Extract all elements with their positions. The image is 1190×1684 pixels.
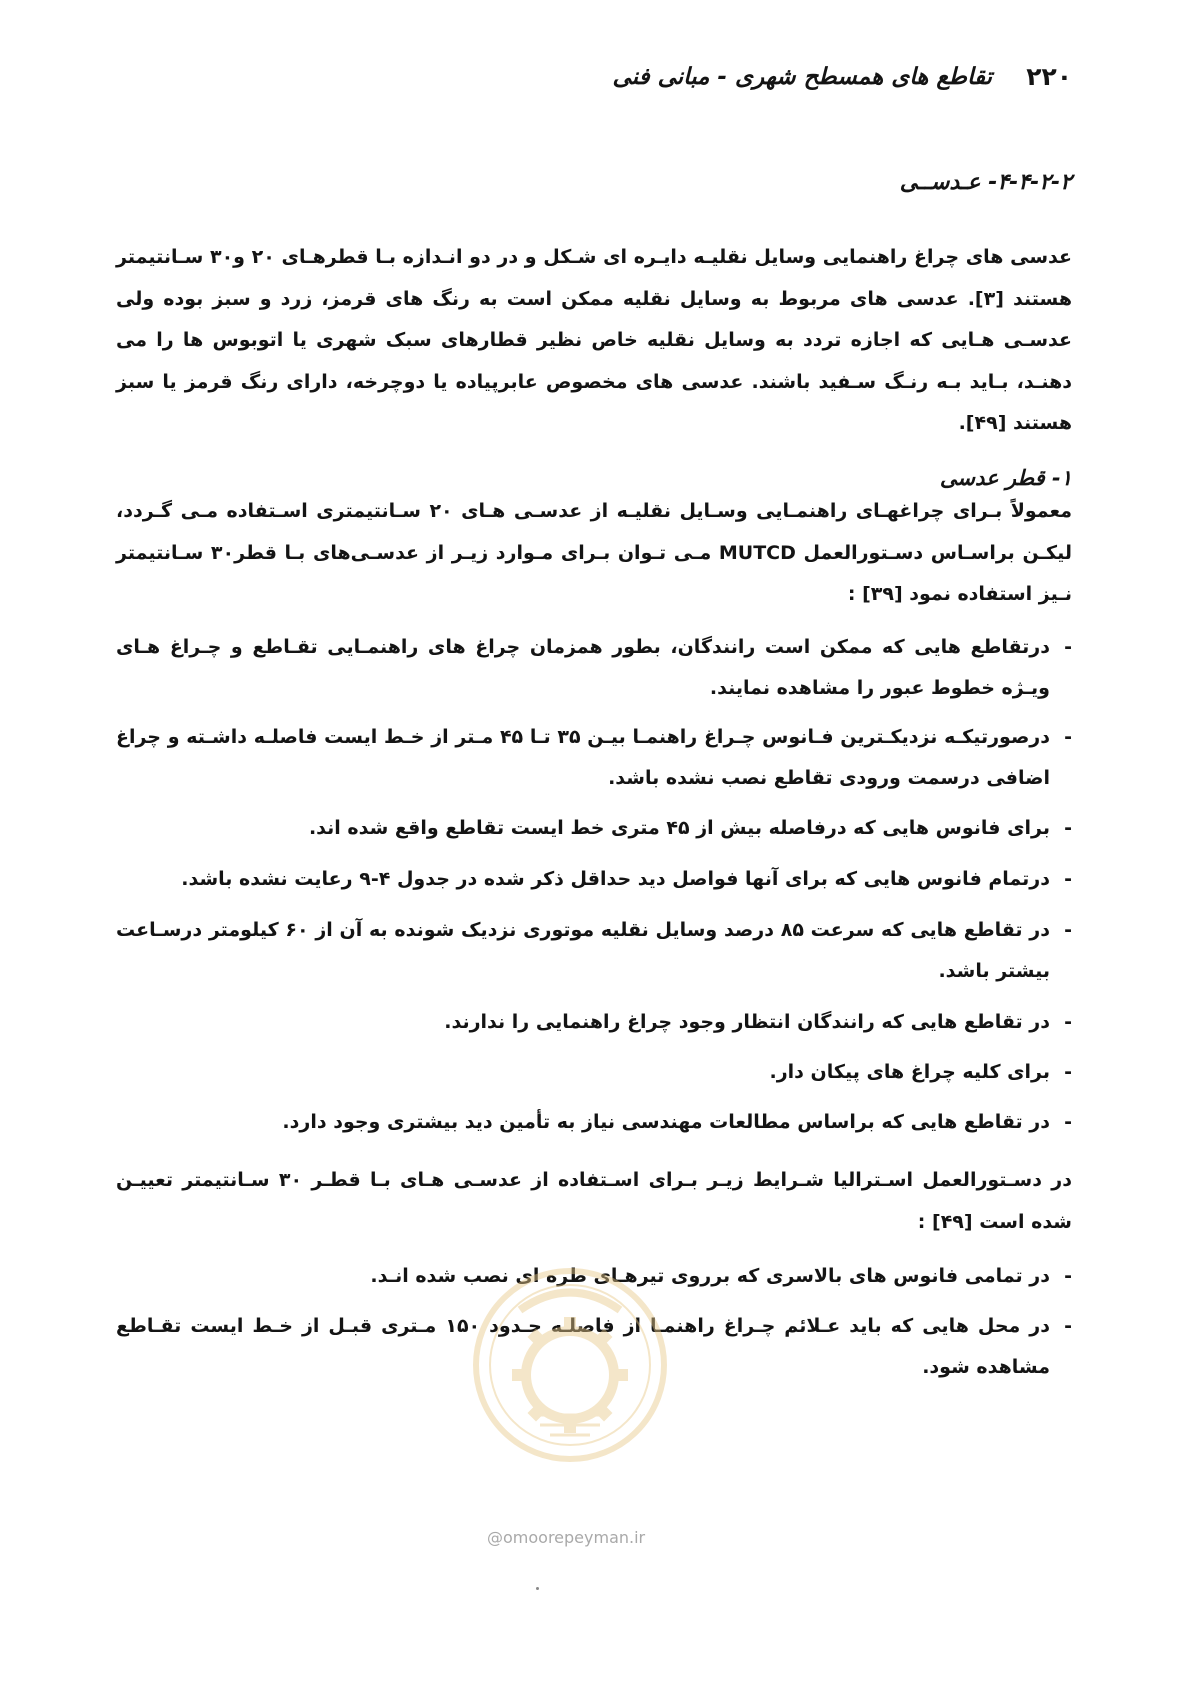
intro-paragraph: عدسی های چراغ راهنمایی وسایل نقلیـه دایـره ای شـکل و در دو انـدازه بـا قطرهـای ۲۰ و۳۰ سـانتیمتر هستند [۳]. عدسی های مربوط به وسایل نقلیه ممکن است به رنگ های قرمز، زرد و سبز بوده ولی عدسـی هـایی که اجازه تردد به وسایل نقلیه خاص نظیر قطارهای سبک شهری یا اتوبوس ها را می دهنـد، بـاید بـه رنـگ سـفید باشند. عدسی های مخصوص عابرپیاده یا دوچرخه، دارای رنگ قرمز یا سبز هستند [۴۹]. bbox=[116, 246, 1073, 434]
list-item: - در تقاطع هایی که رانندگان انتظار وجود چراغ راهنمایی را ندارند. bbox=[444, 1011, 1072, 1033]
list-item: - در تقاطع هایی که براساس مطالعات مهندسی نیاز به تأمین دید بیشتری وجود دارد. bbox=[282, 1111, 1072, 1133]
list-item: - درتمام فانوس هایی که برای آنها فواصل دید حداقل ذکر شده در جدول ۴-۹ رعایت نشده باشد. bbox=[181, 868, 1072, 890]
list-item: - درتقاطع هایی که ممکن است رانندگان، بطور همزمان چراغ های راهنمـایی تقـاطع و چـراغ هـای ویـژه خطوط عبور را مشاهده نمایند. bbox=[116, 636, 1072, 699]
section-heading: ۴-۴-۲-۲- عـدســی bbox=[899, 170, 1072, 195]
page-header bbox=[110, 62, 1072, 102]
list-item: - در تقاطع هایی که سرعت ۸۵ درصد وسایل نقلیه موتوری نزدیک شونده به آن از ۶۰ کیلومتر درسـاعت بیشتر باشد. bbox=[116, 919, 1072, 982]
list-item: - در محل هایی که باید عـلائم چـراغ راهنمـا از فاصلـه حـدود ۱۵۰ مـتری قبـل از خـط ایست تقـاطع مشاهده شود. bbox=[116, 1315, 1072, 1378]
paragraph-mutcd: معمولاً بـرای چراغهـای راهنمـایی وسـایل نقلیـه از عدسـی هـای ۲۰ سـانتیمتری اسـتفاده مـی گـردد، لیکـن براسـاس دسـتورالعمل MUTCD مـی تـوان بـرای مـوارد زیـر از عدسـی‌های بـا قطر۳۰ سـانتیمتر نـیز استفاده نمود [۳۹] : bbox=[116, 500, 1072, 605]
subheading-lens-diameter: ۱- قطر عدسی bbox=[939, 466, 1072, 490]
list-item: - درصورتیکـه نزدیکـترین فـانوس چـراغ راهنمـا بیـن ۳۵ تـا ۴۵ مـتر از خـط ایست فاصلـه داشـته و چراغ اضافی درسمت ورودی تقاطع نصب نشده باشد. bbox=[116, 726, 1072, 789]
watermark-logo bbox=[470, 1265, 670, 1465]
list-item: - برای فانوس هایی که درفاصله بیش از ۴۵ متری خط ایست تقاطع واقع شده اند. bbox=[308, 817, 1072, 839]
running-title: تقاطع های همسطح شهری - مبانی فنی bbox=[612, 64, 992, 90]
page-number: ۲۲۰ bbox=[1026, 62, 1072, 91]
speck bbox=[536, 1587, 539, 1590]
list-item: - برای کلیه چراغ های پیکان دار. bbox=[769, 1061, 1072, 1083]
list-item: - در تمامی فانوس های بالاسری که برروی تیرهـای طره ای نصب شده انـد. bbox=[370, 1265, 1072, 1287]
watermark-text: @omoorepeyman.ir bbox=[487, 1528, 646, 1547]
paragraph-australia: در دسـتورالعمل اسـترالیا شـرایط زیـر بـرای اسـتفاده از عدسـی هـای بـا قطـر ۳۰ سـانتیمتر تعییـن شده است [۴۹] : bbox=[116, 1169, 1072, 1233]
